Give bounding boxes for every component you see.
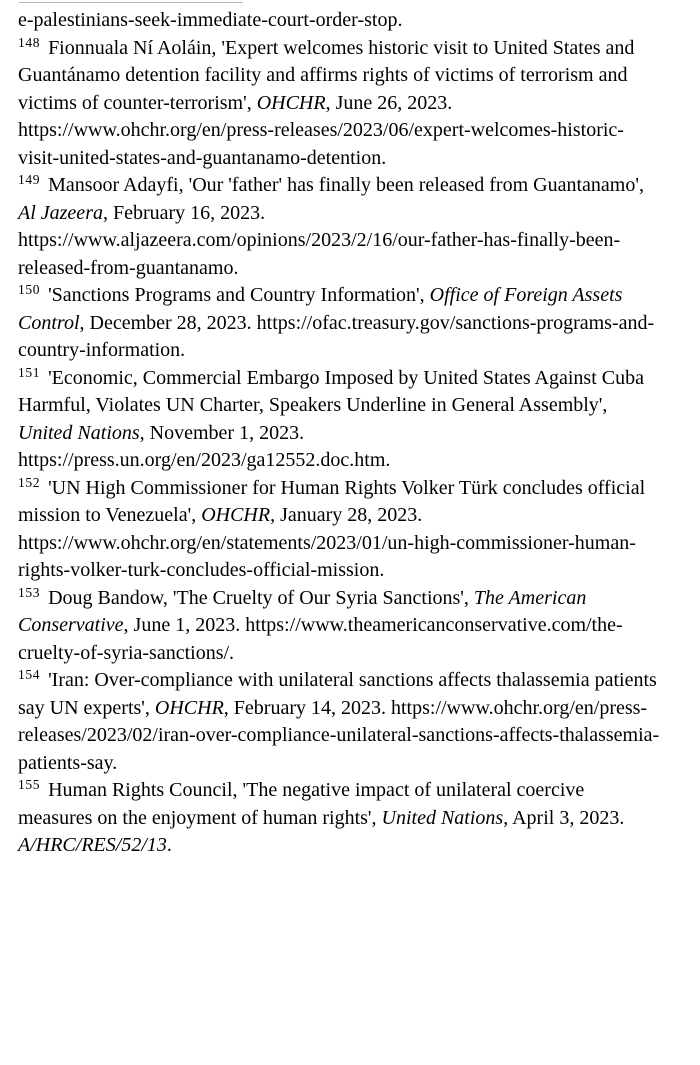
footnote-text: Human Rights Council, 'The negative impact of unilateral coercive measures on the enjoyment of human rights', xyxy=(18,779,585,829)
footnote-source-title: United Nations xyxy=(18,421,140,444)
footnote-text: . xyxy=(166,834,172,856)
footnote-number: 155 xyxy=(18,777,41,792)
footnote-154 xyxy=(18,667,660,777)
footnote-source-title: The American Conservative xyxy=(18,586,587,636)
footnotes-list xyxy=(18,35,660,860)
footnote-source-title: OHCHR xyxy=(256,91,326,114)
footnotes-text-block xyxy=(18,7,660,860)
footnote-text: 'UN High Commissioner for Human Rights Volker Türk concludes official mission to Venezuela', xyxy=(18,476,646,526)
footnote-source-title: Office of Foreign Assets Control xyxy=(18,284,623,334)
footnote-source-title: OHCHR xyxy=(154,696,224,719)
footnote-text: , February 16, 2023. https://www.aljazeera.com/opinions/2023/2/16/our-father-has-finally-been-released-from-guantanamo. xyxy=(18,201,621,279)
footnote-text: , April 3, 2023. xyxy=(503,806,625,829)
footnote-148 xyxy=(18,35,660,173)
footnote-number: 153 xyxy=(18,584,41,600)
footnote-text: , January 28, 2023. https://www.ohchr.org/en/statements/2023/01/un-high-commissioner-human-rights-volker-turk-concludes-official-mission. xyxy=(18,504,636,581)
footnote-152 xyxy=(18,475,660,585)
footnote-number: 152 xyxy=(18,474,41,490)
footnote-text: Mansoor Adayfi, 'Our 'father' has finally been released from Guantanamo', xyxy=(48,174,644,196)
footnote-text: , June 26, 2023. https://www.ohchr.org/en/press-releases/2023/06/expert-welcomes-historic-visit-united-states-and-guantanamo-detention. xyxy=(18,91,624,169)
footnote-text: 'Economic, Commercial Embargo Imposed by United States Against Cuba Harmful, Violates UN Charter, Speakers Underline in General Assembly', xyxy=(18,366,644,416)
footnote-text: Doug Bandow, 'The Cruelty of Our Syria Sanctions', xyxy=(48,586,474,609)
footnote-153 xyxy=(18,585,660,668)
footnote-continuation-line: e-palestinians-seek-immediate-court-order-stop. xyxy=(18,9,403,31)
footnote-text: , February 14, 2023. https://www.ohchr.org/en/press-releases/2023/02/iran-over-compliance-unilateral-sanctions-affects-thalassemia-patients-say. xyxy=(18,696,660,774)
footnote-source-title: Al Jazeera xyxy=(18,201,103,224)
footnote-number: 151 xyxy=(18,364,41,380)
footnote-151 xyxy=(18,365,660,475)
footnote-source-title: United Nations xyxy=(381,806,504,829)
footnote-text: Fionnuala Ní Aoláin, 'Expert welcomes historic visit to United States and Guantánamo detention facility and affirms rights of victims of terrorism and victims of counter-terrorism', xyxy=(18,36,635,114)
footnote-text: , December 28, 2023. https://ofac.treasury.gov/sanctions-programs-and-country-information. xyxy=(18,311,655,361)
footnote-source-title: OHCHR xyxy=(201,504,271,526)
footnote-source-title: A/HRC/RES/52/13 xyxy=(18,834,167,856)
footnote-text: 'Iran: Over-compliance with unilateral sanctions affects thalassemia patients say UN experts', xyxy=(18,669,657,719)
footnote-number: 154 xyxy=(18,667,41,682)
footnote-150 xyxy=(18,282,660,365)
footnote-text: , June 1, 2023. https://www.theamericanconservative.com/the-cruelty-of-syria-sanctions/. xyxy=(18,614,623,664)
footnote-155 xyxy=(18,777,660,860)
footnote-number: 148 xyxy=(18,34,41,50)
footnote-number: 149 xyxy=(18,172,41,187)
footnote-text: , November 1, 2023. https://press.un.org/en/2023/ga12552.doc.htm. xyxy=(18,421,391,471)
footnote-number: 150 xyxy=(18,282,41,297)
footnote-149 xyxy=(18,172,660,282)
footnote-separator-rule xyxy=(19,2,243,3)
footnote-text: 'Sanctions Programs and Country Information', xyxy=(48,284,430,306)
